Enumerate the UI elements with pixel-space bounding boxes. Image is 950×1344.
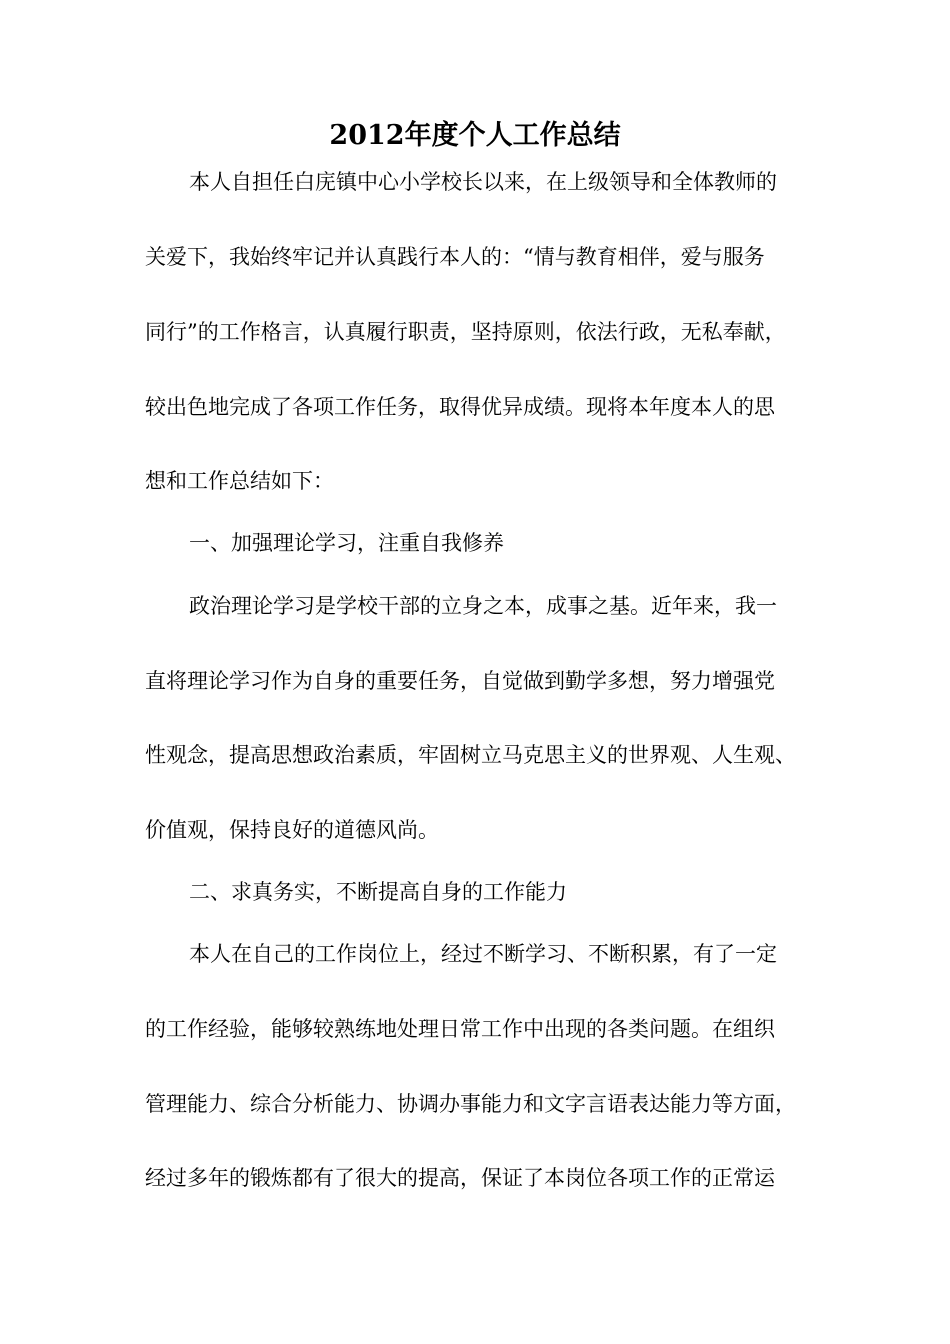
section-heading-2: 二、求真务实，不断提高自身的工作能力	[189, 880, 567, 904]
paragraph-line: 政治理论学习是学校干部的立身之本，成事之基。近年来，我一	[189, 594, 777, 618]
section-heading-1: 一、加强理论学习，注重自我修养	[189, 531, 504, 555]
paragraph-line: 本人自担任白庑镇中心小学校长以来，在上级领导和全体教师的	[189, 170, 777, 194]
paragraph-line: 性观念，提高思想政治素质，牢固树立马克思主义的世界观、人生观、	[145, 743, 796, 767]
paragraph-line: 想和工作总结如下：	[145, 469, 334, 493]
paragraph-line: 较出色地完成了各项工作任务，取得优异成绩。现将本年度本人的思	[145, 395, 775, 419]
paragraph-line: 本人在自己的工作岗位上，经过不断学习、不断积累，有了一定	[189, 942, 777, 966]
paragraph-line: 同行”的工作格言，认真履行职责，坚持原则，依法行政，无私奉献，	[145, 320, 786, 344]
paragraph-line: 管理能力、综合分析能力、协调办事能力和文字言语表达能力等方面，	[145, 1092, 796, 1116]
paragraph-line: 关爱下，我始终牢记并认真践行本人的：“情与教育相伴，爱与服务	[145, 245, 765, 269]
document-title: 2012年度个人工作总结	[329, 120, 621, 151]
paragraph-line: 的工作经验，能够较熟练地处理日常工作中出现的各类问题。在组织	[145, 1017, 775, 1041]
paragraph-line: 经过多年的锻炼都有了很大的提高，保证了本岗位各项工作的正常运	[145, 1166, 775, 1190]
paragraph-line: 直将理论学习作为自身的重要任务，自觉做到勤学多想，努力增强党	[145, 669, 775, 693]
paragraph-line: 价值观，保持良好的道德风尚。	[145, 818, 439, 842]
